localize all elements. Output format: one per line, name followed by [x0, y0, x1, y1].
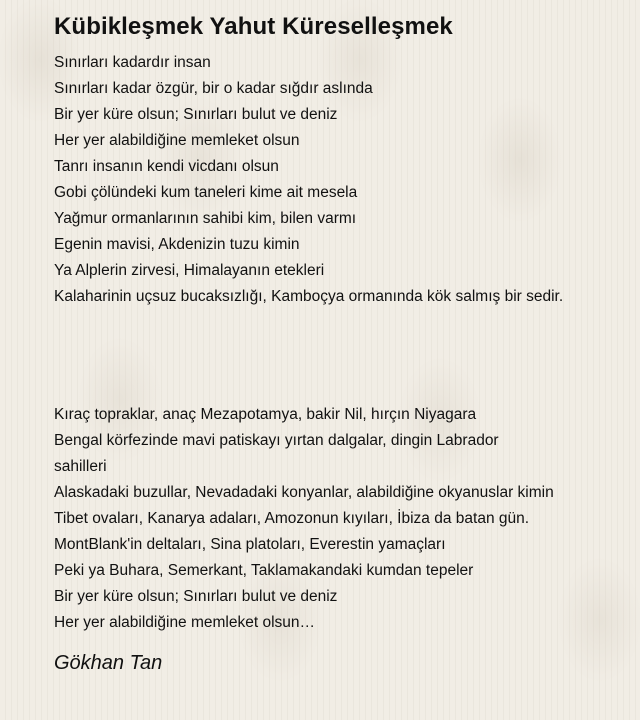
poem-title: Kübikleşmek Yahut Küreselleşmek — [54, 13, 453, 40]
poem-line: sahilleri — [54, 458, 107, 475]
poem-line: Tanrı insanın kendi vicdanı olsun — [54, 158, 279, 175]
poem-line: Sınırları kadar özgür, bir o kadar sığdır aslında — [54, 80, 373, 97]
poem-line: Bir yer küre olsun; Sınırları bulut ve deniz — [54, 106, 338, 123]
stanza — [54, 50, 634, 310]
poem-line: MontBlank'in deltaları, Sina platoları, Everestin yamaçları — [54, 536, 446, 553]
poem-line: Ya Alplerin zirvesi, Himalayanın etekleri — [54, 262, 325, 279]
poem-line: Her yer alabildiğine memleket olsun — [54, 132, 300, 149]
poem-author: Gökhan Tan — [54, 652, 163, 674]
poem-line: Kıraç topraklar, anaç Mezapotamya, bakir Nil, hırçın Niyagara — [54, 406, 477, 423]
poem-line: Yağmur ormanlarının sahibi kim, bilen varmı — [54, 210, 357, 227]
poem-line: Bir yer küre olsun; Sınırları bulut ve deniz — [54, 588, 338, 605]
poem-container — [54, 10, 634, 676]
poem-line: Egenin mavisi, Akdenizin tuzu kimin — [54, 236, 300, 253]
poem-line: Sınırları kadardır insan — [54, 54, 211, 71]
poem-line: Tibet ovaları, Kanarya adaları, Amozonun kıyıları, İbiza da batan gün. — [54, 510, 530, 527]
poem-line: Alaskadaki buzullar, Nevadadaki konyanlar, alabildiğine okyanuslar kimin — [54, 484, 554, 501]
poem-line: Bengal körfezinde mavi patiskayı yırtan dalgalar, dingin Labrador — [54, 432, 499, 449]
poem-line: Peki ya Buhara, Semerkant, Taklamakandaki kumdan tepeler — [54, 562, 474, 579]
poem-line: Gobi çölündeki kum taneleri kime ait mesela — [54, 184, 358, 201]
stanza — [54, 402, 634, 636]
poem-line: Kalaharinin uçsuz bucaksızlığı, Kamboçya ormanında kök salmış bir sedir. — [54, 288, 564, 305]
poem-line: Her yer alabildiğine memleket olsun… — [54, 614, 316, 631]
